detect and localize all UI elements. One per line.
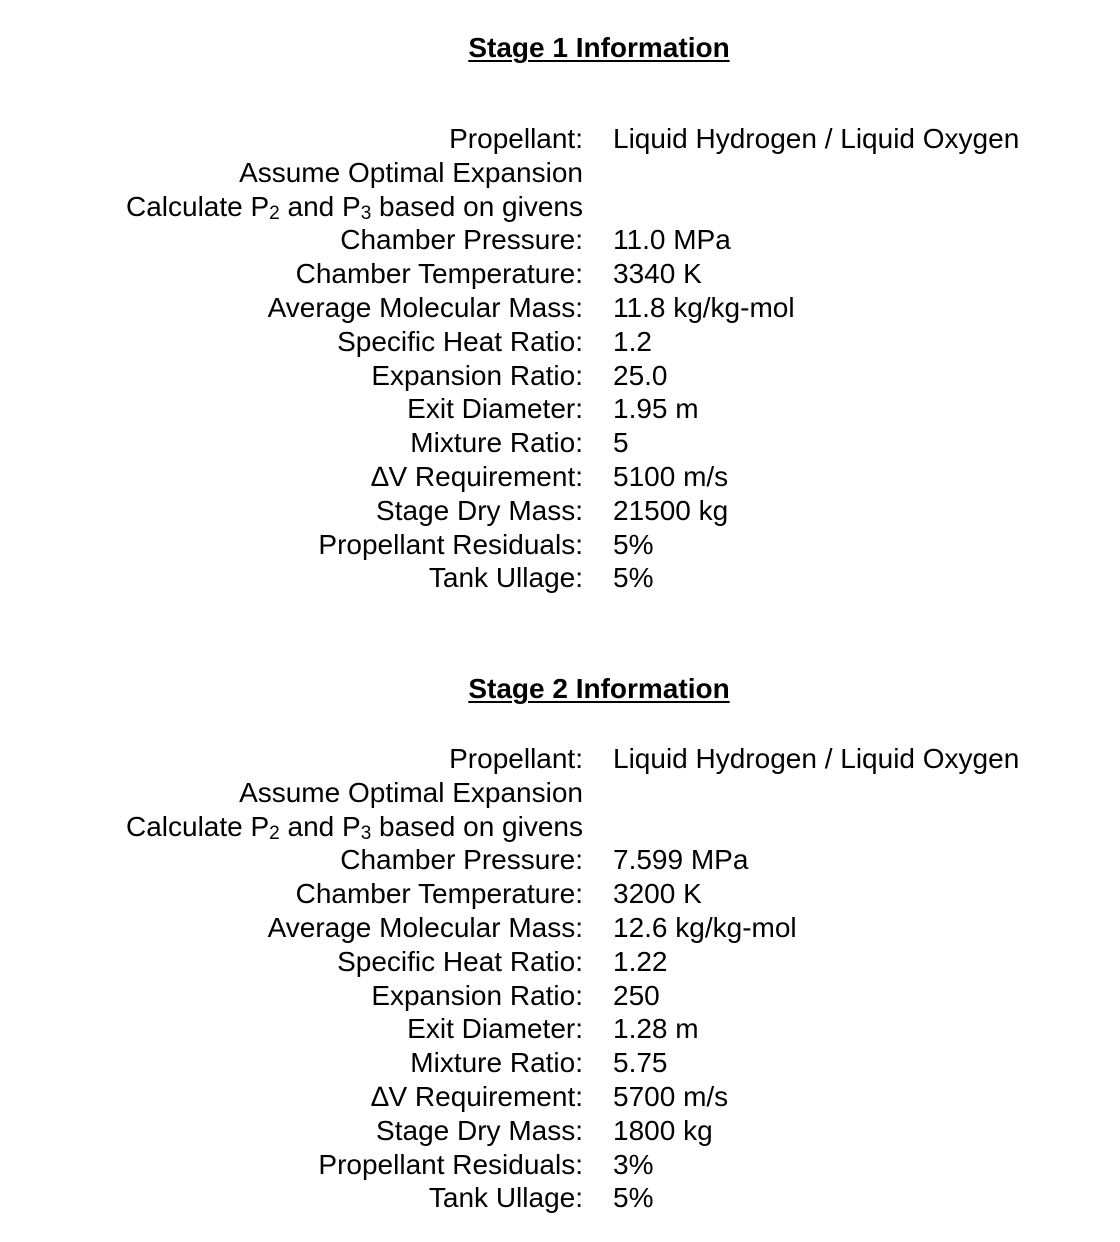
param-value: 25.0 <box>613 359 668 391</box>
param-label: Propellant: <box>449 743 583 774</box>
param-row-chamber-temperature <box>0 877 1120 911</box>
param-value: Liquid Hydrogen / Liquid Oxygen <box>613 743 1020 774</box>
param-value: 5% <box>613 528 654 560</box>
param-row-stage-dry-mass <box>0 494 1120 528</box>
param-value: 12.6 kg/kg-mol <box>613 911 797 943</box>
param-label: Average Molecular Mass: <box>267 291 583 323</box>
param-row-chamber-pressure <box>0 223 1120 257</box>
param-row-propellant-residuals <box>0 528 1120 562</box>
param-label: Expansion Ratio: <box>371 979 583 1011</box>
param-label: Mixture Ratio: <box>410 1047 583 1079</box>
param-row-assume-optimal-expansion <box>0 776 1120 810</box>
param-label: Chamber Temperature: <box>295 258 583 290</box>
param-label: Tank Ullage: <box>428 562 583 594</box>
param-value: 5% <box>613 562 654 594</box>
param-label: Tank Ullage: <box>428 1182 583 1214</box>
param-label: Assume Optimal Expansion <box>239 156 583 188</box>
param-label: Exit Diameter: <box>407 1013 583 1045</box>
param-value: 3% <box>613 1148 654 1180</box>
param-row-average-molecular-mass <box>0 291 1120 325</box>
param-value: 21500 kg <box>613 494 729 526</box>
param-row-delta-v-requirement <box>0 460 1120 494</box>
param-row-delta-v-requirement <box>0 1080 1120 1114</box>
param-label: Calculate $P_2$ and $P_3$ based on givens <box>125 190 583 224</box>
param-value: 3200 K <box>613 878 702 910</box>
param-label: Specific Heat Ratio: <box>337 325 583 357</box>
param-row-average-molecular-mass <box>0 911 1120 945</box>
param-value: 11.0 MPa <box>613 224 731 256</box>
param-label: Stage Dry Mass: <box>376 494 583 526</box>
param-value: 5.75 <box>613 1047 668 1079</box>
param-row-propellant <box>0 742 1120 776</box>
param-row-specific-heat-ratio <box>0 325 1120 359</box>
stage-1-parameter-list <box>0 122 1120 595</box>
param-row-specific-heat-ratio <box>0 945 1120 979</box>
param-label: Exit Diameter: <box>407 393 583 425</box>
param-label: Stage Dry Mass: <box>376 1114 583 1146</box>
stage-1-title: Stage 1 Information <box>468 32 730 63</box>
param-row-tank-ullage <box>0 561 1120 595</box>
param-row-calculate-pressures <box>0 810 1120 844</box>
stage-2-title: Stage 2 Information <box>468 673 730 704</box>
param-value: 1.2 <box>613 325 652 357</box>
param-label: Average Molecular Mass: <box>267 911 583 943</box>
param-label: Calculate $P_2$ and $P_3$ based on givens <box>125 810 583 844</box>
param-label: Chamber Temperature: <box>295 878 583 910</box>
param-row-mixture-ratio <box>0 426 1120 460</box>
param-label: Chamber Pressure: <box>340 224 583 256</box>
param-value: 1800 kg <box>613 1114 713 1146</box>
param-label: ∆V Requirement: <box>371 460 583 492</box>
param-row-mixture-ratio <box>0 1046 1120 1080</box>
param-value: 250 <box>613 979 660 1011</box>
param-row-expansion-ratio <box>0 979 1120 1013</box>
param-value: 1.28 m <box>613 1013 699 1045</box>
param-value: Liquid Hydrogen / Liquid Oxygen <box>613 123 1020 154</box>
param-row-calculate-pressures <box>0 190 1120 224</box>
param-label: Mixture Ratio: <box>410 427 583 459</box>
param-value: 5100 m/s <box>613 460 729 492</box>
param-row-assume-optimal-expansion <box>0 156 1120 190</box>
param-value: 7.599 MPa <box>613 844 749 876</box>
param-label: Assume Optimal Expansion <box>239 776 583 808</box>
param-label: Expansion Ratio: <box>371 359 583 391</box>
param-value: 5700 m/s <box>613 1080 729 1112</box>
param-value: 5 <box>613 427 629 459</box>
param-value: 1.22 <box>613 945 668 977</box>
param-row-propellant <box>0 122 1120 156</box>
param-row-propellant-residuals <box>0 1148 1120 1182</box>
param-row-stage-dry-mass <box>0 1114 1120 1148</box>
param-value: 3340 K <box>613 258 702 290</box>
param-label: Chamber Pressure: <box>340 844 583 876</box>
param-label: Propellant: <box>449 123 583 154</box>
stage-2-parameter-list <box>0 742 1120 1215</box>
param-row-exit-diameter <box>0 392 1120 426</box>
param-row-expansion-ratio <box>0 359 1120 393</box>
param-row-chamber-temperature <box>0 257 1120 291</box>
param-value: 11.8 kg/kg-mol <box>613 291 795 323</box>
param-row-exit-diameter <box>0 1012 1120 1046</box>
param-label: Propellant Residuals: <box>318 528 583 560</box>
param-value: 5% <box>613 1182 654 1214</box>
param-label: Propellant Residuals: <box>318 1148 583 1180</box>
param-label: ∆V Requirement: <box>371 1080 583 1112</box>
param-value: 1.95 m <box>613 393 699 425</box>
param-label: Specific Heat Ratio: <box>337 945 583 977</box>
param-row-chamber-pressure <box>0 843 1120 877</box>
param-row-tank-ullage <box>0 1181 1120 1215</box>
